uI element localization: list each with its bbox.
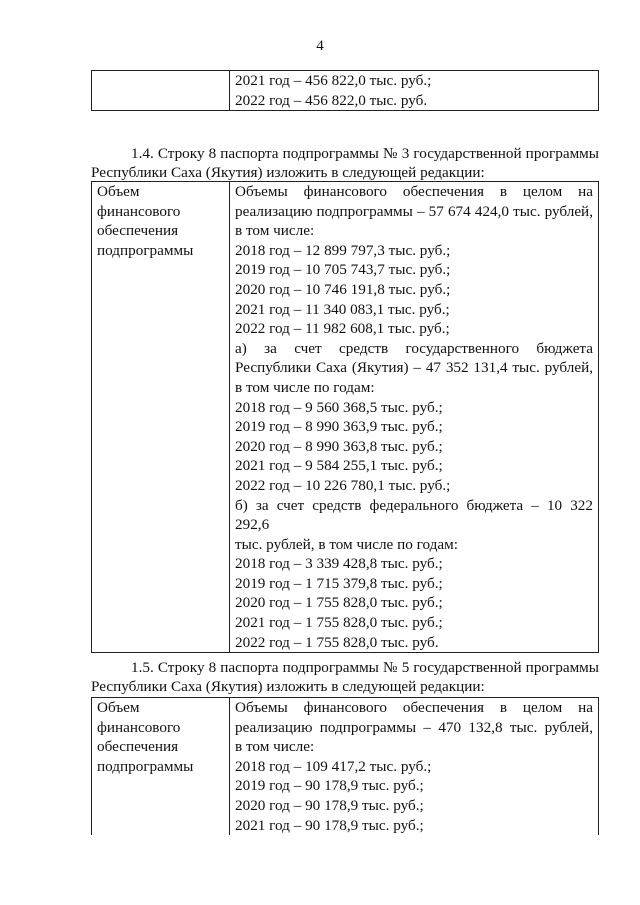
table-continuation [91, 70, 599, 111]
text-line: тыс. рублей, в том числе по годам: [235, 535, 458, 553]
label-line: обеспечения [97, 222, 179, 240]
year-line: 2022 год – 456 822,0 тыс. руб. [235, 91, 428, 109]
year-line: 2019 год – 10 705 743,7 тыс. руб.; [235, 261, 451, 279]
year-line: 2020 год – 8 990 363,8 тыс. руб.; [235, 437, 443, 455]
text-line: реализацию подпрограммы – 57 674 424,0 тыс. рублей, [235, 202, 593, 220]
year-line: 2021 год – 9 584 255,1 тыс. руб.; [235, 457, 443, 475]
text-line: реализацию подпрограммы – 470 132,8 тыс. рублей, [235, 718, 593, 736]
year-line: 2022 год – 1 755 828,0 тыс. руб. [235, 633, 439, 651]
value-cell [230, 182, 599, 653]
table-row [92, 698, 599, 836]
year-line: 2021 год – 1 755 828,0 тыс. руб.; [235, 614, 443, 632]
year-line: 2019 год – 1 715 379,8 тыс. руб.; [235, 574, 443, 592]
label-line: подпрограммы [97, 241, 194, 259]
value-cell [230, 698, 599, 836]
paragraph-1-5 [91, 658, 599, 696]
label-line: финансового [97, 718, 181, 736]
label-line: Объем [97, 183, 140, 200]
text-line: в том числе: [235, 738, 315, 756]
page-number: 4 [316, 38, 324, 54]
table-subprogram-5 [91, 697, 599, 835]
label-cell [92, 71, 230, 111]
year-line: 2018 год – 9 560 368,5 тыс. руб.; [235, 398, 443, 416]
text-line: в том числе по годам: [235, 378, 375, 396]
year-line: 2021 год – 90 178,9 тыс. руб.; [235, 816, 424, 834]
year-line: 2020 год – 10 746 191,8 тыс. руб.; [235, 280, 451, 298]
year-line: 2021 год – 11 340 083,1 тыс. руб.; [235, 300, 450, 318]
year-line: 2020 год – 1 755 828,0 тыс. руб.; [235, 594, 443, 612]
value-cell [230, 71, 599, 111]
paragraph-line: Республики Саха (Якутия) изложить в следующей редакции: [91, 678, 485, 695]
text-line: Объемы финансового обеспечения в целом на [235, 183, 593, 200]
year-line: 2018 год – 109 417,2 тыс. руб.; [235, 757, 432, 775]
label-line: Объем [97, 699, 140, 716]
text-line: а) за счет средств государственного бюджета [235, 339, 593, 357]
year-line: 2021 год – 456 822,0 тыс. руб.; [235, 72, 432, 89]
label-cell [92, 182, 230, 653]
paragraph-line: Республики Саха (Якутия) изложить в следующей редакции: [91, 164, 485, 181]
paragraph-1-4 [91, 144, 599, 182]
text-line: б) за счет средств федерального бюджета – 10 322 292,6 [235, 496, 593, 534]
year-line: 2022 год – 10 226 780,1 тыс. руб.; [235, 476, 451, 494]
year-line: 2019 год – 90 178,9 тыс. руб.; [235, 777, 424, 795]
table-row [92, 71, 599, 111]
table-subprogram-3 [91, 181, 599, 653]
text-line: Республики Саха (Якутия) – 47 352 131,4 тыс. рублей, [235, 359, 593, 377]
label-cell [92, 698, 230, 836]
year-line: 2018 год – 3 339 428,8 тыс. руб.; [235, 555, 443, 573]
paragraph-line: 1.4. Строку 8 паспорта подпрограммы № 3 государственной программы [131, 145, 599, 162]
label-line: обеспечения [97, 738, 179, 756]
table-row [92, 182, 599, 653]
label-line: подпрограммы [97, 757, 194, 775]
year-line: 2022 год – 11 982 608,1 тыс. руб.; [235, 320, 450, 338]
year-line: 2019 год – 8 990 363,9 тыс. руб.; [235, 418, 443, 436]
text-line: в том числе: [235, 222, 315, 240]
text-line: Объемы финансового обеспечения в целом на [235, 699, 593, 716]
year-line: 2018 год – 12 899 797,3 тыс. руб.; [235, 241, 451, 259]
label-line: финансового [97, 202, 181, 220]
year-line: 2020 год – 90 178,9 тыс. руб.; [235, 796, 424, 814]
paragraph-line: 1.5. Строку 8 паспорта подпрограммы № 5 государственной программы [131, 659, 599, 676]
